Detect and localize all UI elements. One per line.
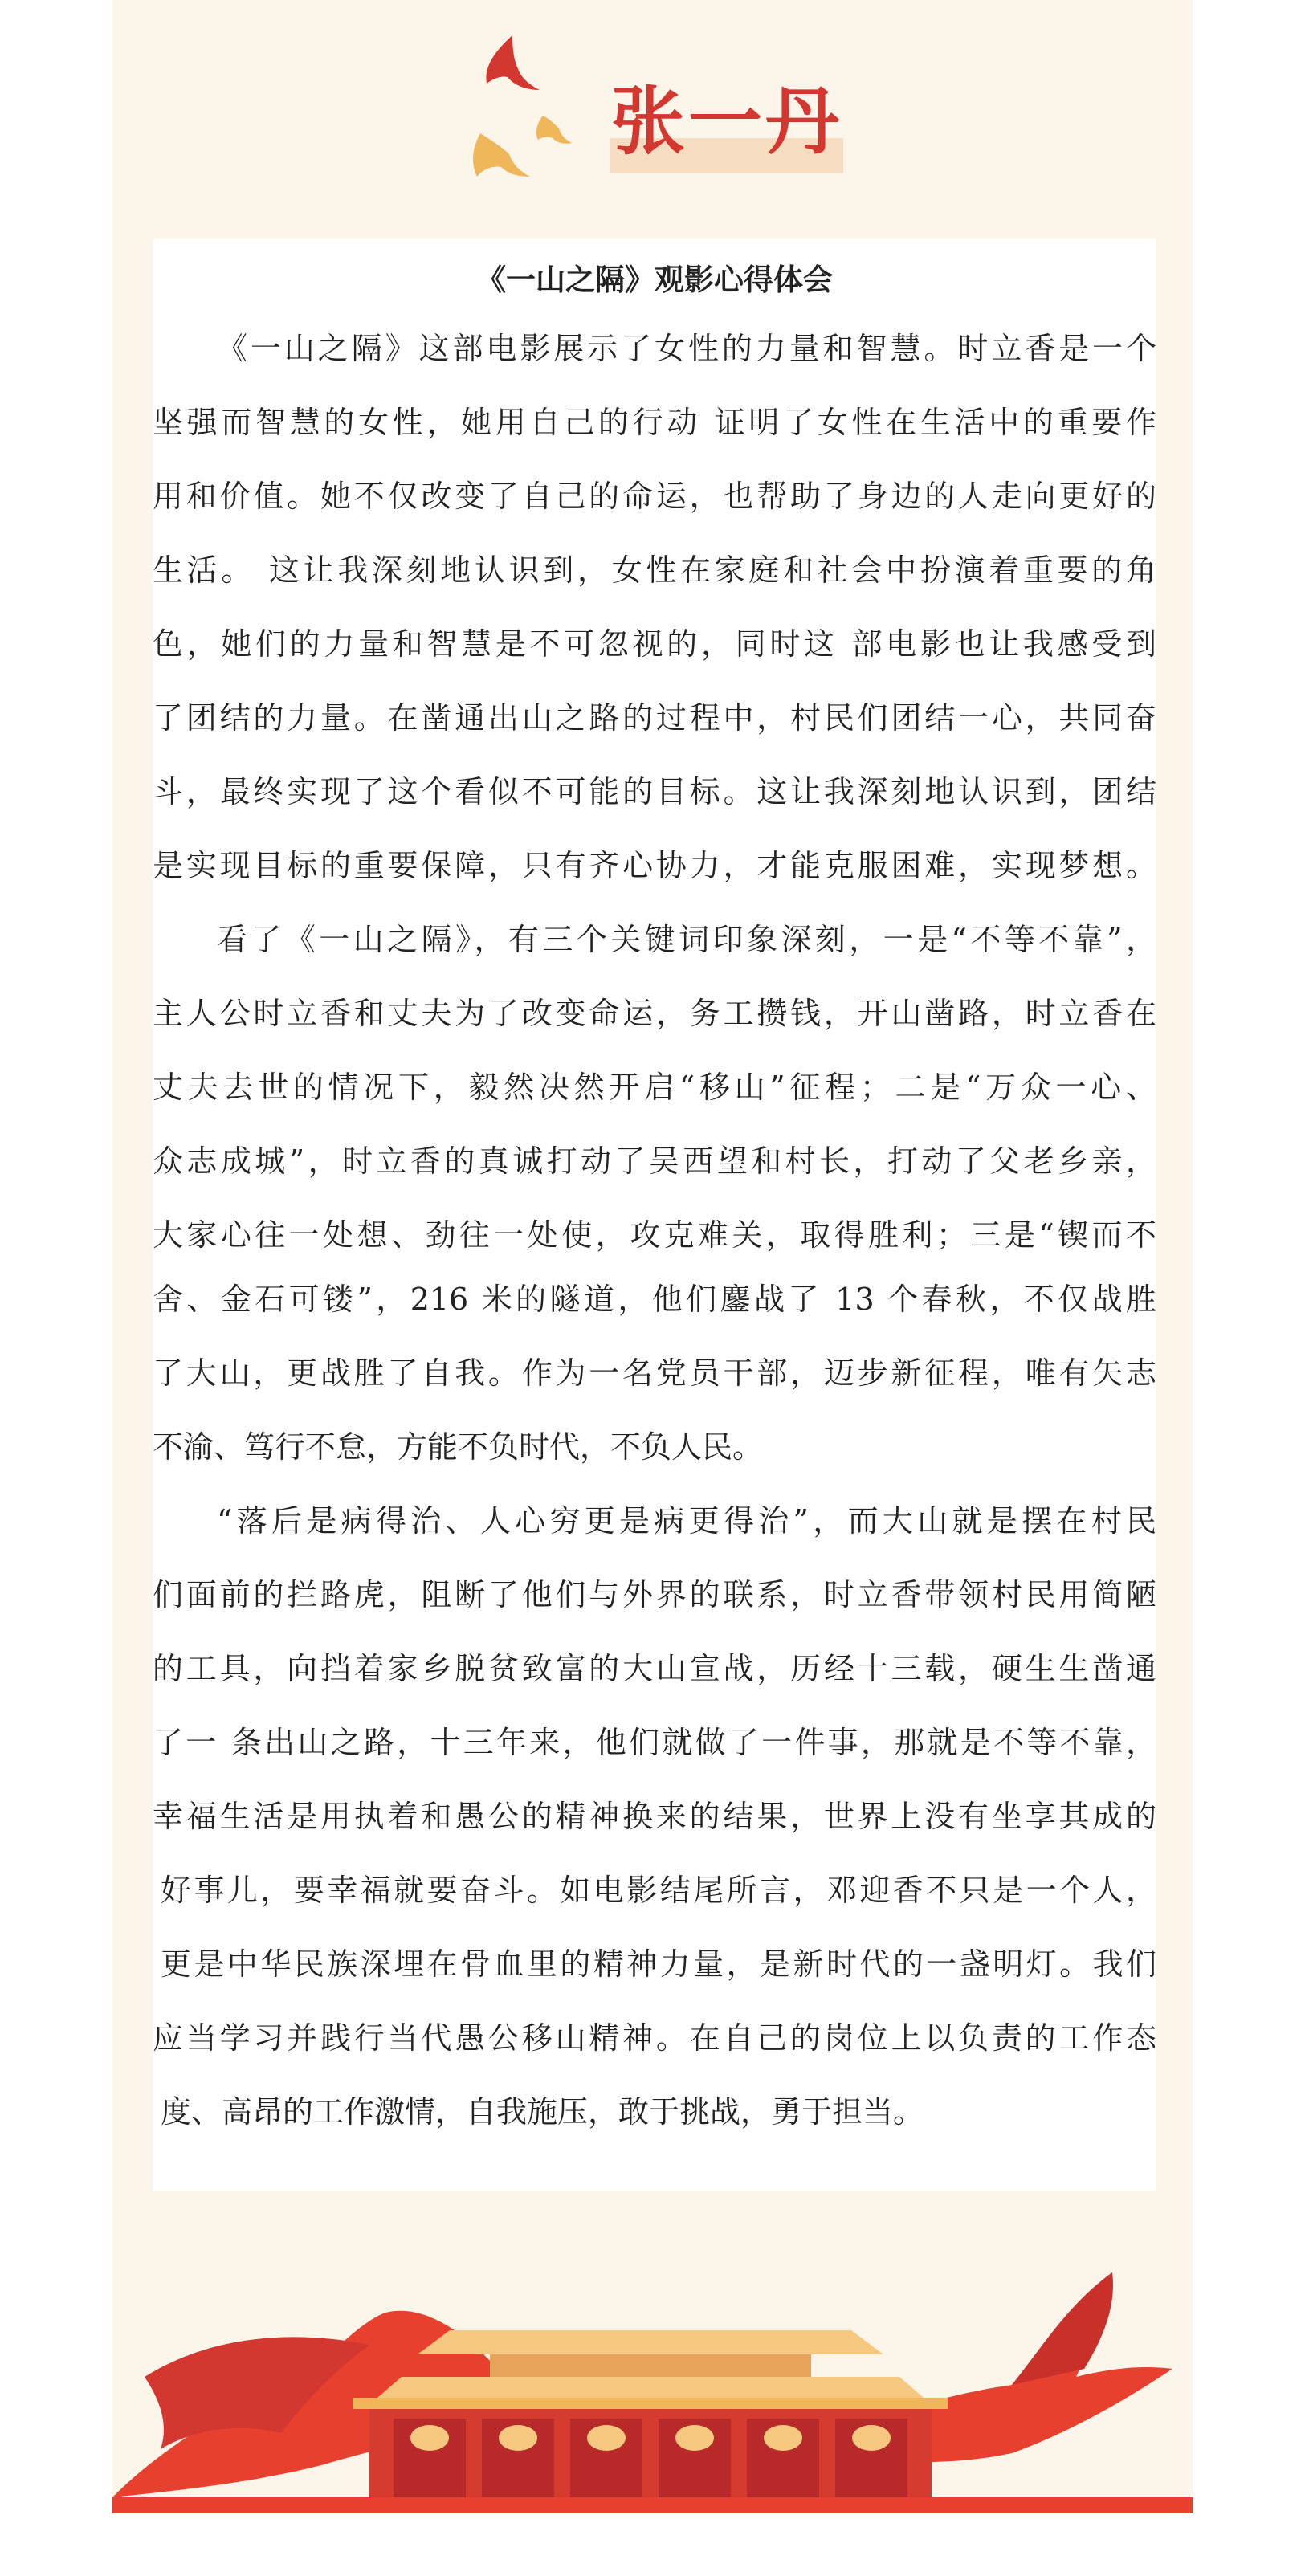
essay-line: 坚强而智慧的女性，她用自己的行动 证明了女性在生活中的重要作: [153, 405, 1156, 440]
essay-line: 好事儿，要幸福就要奋斗。如电影结尾所言，邓迎香不只是一个人，: [161, 1873, 1156, 1908]
bird-icon-orange-large: [473, 133, 530, 177]
essay-line: 斗，最终实现了这个看似不可能的目标。这让我深刻地认识到，团结: [153, 774, 1156, 809]
poster-background: [112, 0, 1193, 2513]
essay-line: 主人公时立香和丈夫为了改变命运，务工攒钱，开山凿路，时立香在: [153, 996, 1156, 1031]
essay-line: 是实现目标的重要保障，只有齐心协力，才能克服困难，实现梦想。: [153, 848, 1156, 883]
bird-icon-orange-small: [536, 116, 572, 144]
essay-line: 的工具，向挡着家乡脱贫致富的大山宣战，历经十三载，硬生生凿通: [153, 1651, 1156, 1686]
essay-line: 幸福生活是用执着和愚公的精神换来的结果，世界上没有坐享其成的: [153, 1799, 1156, 1834]
essay-line: 《一山之隔》这部电影展示了女性的力量和智慧。时立香是一个: [217, 331, 1156, 366]
essay-line: 用和价值。她不仅改变了自己的命运，也帮助了身边的人走向更好的: [153, 479, 1156, 514]
essay-line: 丈夫去世的情况下，毅然决然开启“移山”征程；二是“万众一心、: [153, 1070, 1156, 1105]
essay-line: “落后是病得治、人心穷更是病更得治”，而大山就是摆在村民: [217, 1503, 1156, 1539]
essay-line: 更是中华民族深埋在骨血里的精神力量，是新时代的一盏明灯。我们: [161, 1946, 1156, 1982]
essay-line: 了一 条出山之路，十三年来，他们就做了一件事，那就是不等不靠，: [153, 1725, 1156, 1760]
essay-line: 们面前的拦路虎，阻断了他们与外界的联系，时立香带领村民用简陋: [153, 1577, 1156, 1612]
essay-line: 了大山，更战胜了自我。作为一名党员干部，迈步新征程，唯有矢志: [153, 1355, 1156, 1391]
essay-card: [153, 239, 1156, 2191]
author-name: 张一丹: [610, 79, 842, 165]
essay-line: 舍、金石可镂”，216 米的隧道，他们鏖战了 13 个春秋，不仅战胜: [153, 1282, 1156, 1317]
bottom-decoration: [112, 2248, 1193, 2513]
essay-line: 看了《一山之隔》，有三个关键词印象深刻，一是“不等不靠”，: [217, 922, 1156, 957]
bird-icon-red: [486, 35, 540, 90]
essay-line: 生活。 这让我深刻地认识到，女性在家庭和社会中扮演着重要的角: [153, 552, 1156, 588]
essay-line: 了团结的力量。在凿通出山之路的过程中，村民们团结一心，共同奋: [153, 700, 1156, 736]
essay-line: 大家心往一处想、劲往一处使，攻克难关，取得胜利；三是“锲而不: [153, 1217, 1156, 1253]
essay-line: 众志成城”，时立香的真诚打动了吴西望和村长，打动了父老乡亲，: [153, 1143, 1156, 1179]
essay-line: 应当学习并践行当代愚公移山精神。在自己的岗位上以负责的工作态: [153, 2020, 1156, 2056]
essay-line: 色，她们的力量和智慧是不可忽视的，同时这 部电影也让我感受到: [153, 626, 1156, 662]
essay-line: 不渝、笃行不怠，方能不负时代，不负人民。: [153, 1429, 764, 1465]
essay-title: 《一山之隔》观影心得体会: [476, 262, 833, 297]
essay-line: 度、高昂的工作激情，自我施压，敢于挑战，勇于担当。: [161, 2094, 924, 2130]
